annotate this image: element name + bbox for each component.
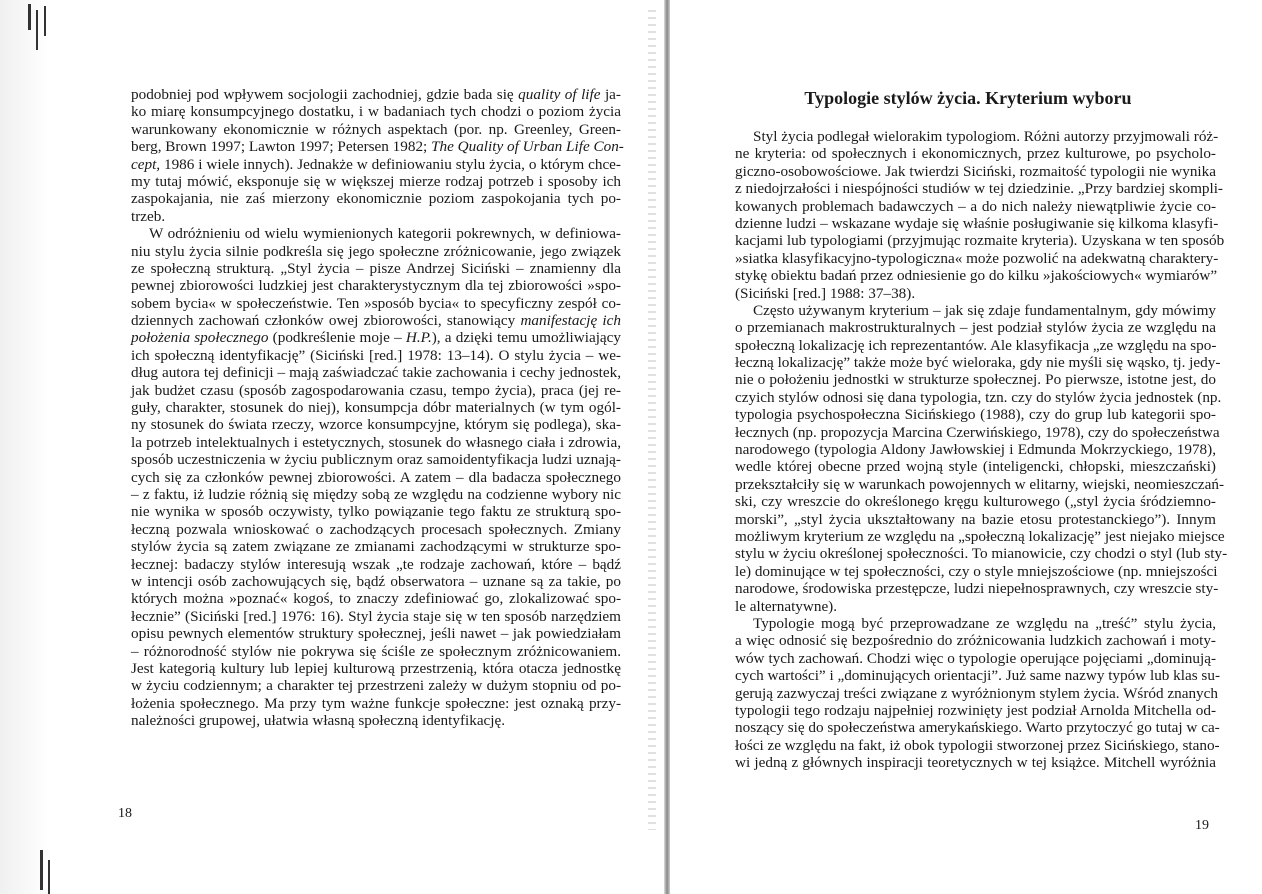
text-span: guły, charakter, stosunek do niej), konsumpcja dóbr materialnych (w tym ogól-: [131, 399, 621, 417]
text-line: [131, 86, 621, 103]
text-span: wi jedną z głównych inspiracji teoretycznych w tej książce. Mitchell wyróżnia: [735, 754, 1216, 772]
text-span: cych wartości” i „dominujących orientacji”. Już same nazwy typów lub klas su-: [735, 667, 1220, 685]
text-span: nie wynika w sposób oczywisty, tylko powiązanie tego faktu ze strukturą spo-: [131, 503, 621, 521]
text-span: ski, czy wreszcie do określonego kręgu kulturowego („styl życia śródziemno-: [735, 493, 1216, 511]
italic-text: manifestację ich: [520, 312, 621, 330]
text-line: [735, 128, 1219, 145]
text-line: [735, 702, 1216, 719]
right-page-body: [735, 128, 1228, 772]
text-line: [131, 695, 621, 712]
text-span: ), a dzięki temu umożliwiający: [431, 329, 621, 347]
text-line: [131, 382, 621, 399]
text-line: [735, 319, 1216, 336]
text-line: [735, 232, 1225, 250]
text-line: [131, 399, 621, 416]
text-span: la potrzeb intelektualnych i estetycznych, stosunek do własnego ciała i zdrowia,: [131, 433, 621, 451]
left-page-body: [131, 86, 624, 730]
text-span: przekształciły się w warunkach powojennych w elitarny, wiejski, neomieszczań-: [735, 475, 1225, 493]
text-span: łecznych (np. propozycja Marcina Czerwińskiego, 1978), czy do społeczeństwa: [735, 423, 1220, 441]
text-span: (podkreślenie moje –: [268, 329, 406, 347]
text-span: wedle której obecne przed wojną style (inteligencki, chłopski, mieszczański): [735, 458, 1216, 476]
text-span: dziennych zachowań członków owej zbiorowości, stanowiący: [131, 312, 521, 330]
text-span: morski”, „styl życia ukształtowany na bazie etosu protestanckiego”). Innym: [735, 510, 1216, 528]
text-line: [735, 685, 1216, 702]
text-line: [131, 608, 621, 625]
text-line: [735, 441, 1216, 458]
text-line: [735, 337, 1216, 354]
text-span: »siatka klasyfikacyjno-typologiczna« może pozwolić na adekwatną charaktery-: [735, 249, 1219, 267]
text-span: sobem bycia« w społeczeństwie. Ten »sposób bycia« to specyficzny zespół co-: [131, 294, 621, 312]
text-span: Typologie mogą być przeprowadzane ze względu na „treść” stylu życia,: [753, 614, 1216, 632]
text-line: [735, 145, 1216, 162]
text-line: [735, 667, 1220, 685]
page-number: 19: [1195, 818, 1209, 833]
text-span: giczno-osobowościowe. Jak twierdzi Siciński, rozmaitość typologii nie wynika: [735, 162, 1216, 180]
text-span: gerują zazwyczaj treści związane z wyróżnionym stylem życia. Wśród znanych: [735, 684, 1218, 702]
text-line: [735, 249, 1219, 267]
text-line: [735, 198, 1216, 215]
text-line: [131, 625, 621, 642]
right-page: [668, 0, 1262, 894]
text-line: [131, 486, 621, 503]
text-span: w życiu codziennym; a charakter tej przestrzeni zależy w dużym stopniu od po-: [131, 677, 621, 695]
text-line: [131, 660, 621, 677]
text-span: berg, Brown 1997; Lawton 1997; Petersen 1982;: [131, 138, 432, 156]
text-span: społeczną lokalizację ich reprezentantów. Ale klasyfikacja „ze względu na spo-: [735, 336, 1217, 354]
text-line: [131, 347, 621, 364]
text-line: [735, 493, 1216, 510]
gutter-shadow: [648, 10, 656, 830]
text-span: opisu pewnych elementów struktury społecznej, jeśli nawet – jak powiedziałam: [131, 625, 621, 643]
text-span: kowanych problemach badawczych – a do nich należy niewątpliwie życie co-: [735, 197, 1216, 215]
text-span: kacjami lub typologiami (przyjmując rozmaite kryteria). Uzyskana w ten sposób: [735, 232, 1225, 250]
text-span: pewnej zbiorowości ludzkiej jest charakterystycznym dla tej zbiorowości »spo-: [131, 277, 621, 295]
text-line: [735, 423, 1220, 441]
text-span: noszący się do społeczeństwa amerykańskiego. Warto przytoczyć go tutaj w ca-: [735, 719, 1220, 737]
text-span: trzeb.: [131, 207, 166, 225]
text-line: [131, 590, 621, 607]
text-line: [131, 573, 621, 590]
italic-text: cept,: [131, 155, 161, 173]
text-span: warunkowany ekonomicznie w różnych aspektach (por. np. Greenley, Green-: [131, 120, 621, 138]
text-line: [735, 371, 1216, 388]
section-heading: Typologie stylów życia. Kryterium wyboru: [804, 88, 1132, 108]
text-span: dzienne ludzi – wskazane wydaje się właśnie posługiwanie się kilkoma klasyfi-: [735, 214, 1219, 232]
text-line: [735, 545, 1228, 563]
scan-artifact: [44, 6, 46, 36]
text-line: [131, 103, 621, 120]
text-line: [131, 277, 621, 294]
text-span: których można »poznać« kogoś, to znaczy zdefiniować go, zlokalizować spo-: [131, 590, 621, 608]
text-line: [131, 190, 621, 207]
text-line: [735, 754, 1216, 771]
text-line: [735, 650, 1216, 667]
text-span: ny stosunek do świata rzeczy, wzorce konsumpcyjne, którym się podlega), ska-: [131, 416, 621, 434]
text-line: [131, 503, 621, 520]
text-span: Jest kategorią kultury lub lepiej kulturową przestrzenią, która otacza jednostkę: [131, 659, 621, 677]
text-span: stykę obiektu badań przez odniesienie go do kilku »jakościowych« wymiarów”: [735, 267, 1218, 285]
text-line: [131, 156, 621, 173]
text-span: podobniej pod wpływem socjologii zachodniej, gdzie bada się: [131, 86, 519, 103]
italic-text: położenia społecznego: [131, 329, 269, 347]
text-span: stylów życia są zatem związane ze zmianami zachodzącymi w strukturze spo-: [131, 538, 621, 556]
text-span: łecznie” (Siciński [red.] 1976: 16). Styl życia staje się w ten sposób narzędziem: [131, 607, 621, 625]
text-line: [131, 121, 621, 138]
text-line: [735, 458, 1216, 475]
text-line: [131, 312, 621, 329]
text-span: 1986 i wiele innych). Jednakże w definiowaniu stylu życia, o którym chce-: [160, 155, 621, 173]
scan-artifact: [48, 860, 50, 894]
text-span: ko miarę konsumpcyjnego dostatku, i w badaniach tych chodzi o poziom życia: [131, 103, 621, 121]
text-line: [735, 563, 1216, 580]
text-span: narodowego (typologia Aldony Jawłowskiej i Edmunda Mokrzyckiego, 1978),: [735, 441, 1216, 459]
text-line: [131, 521, 621, 538]
text-line: [735, 163, 1216, 180]
text-line: [131, 538, 621, 555]
text-span: – różnorodność stylów nie pokrywa się ściśle ze społecznym zróżnicowaniem.: [131, 642, 621, 660]
text-line: [131, 329, 621, 346]
text-line: [735, 598, 1216, 615]
text-span: łeczną lokalizację” także może być wieloraka, gdy nie myśli się wąsko, tj. jedy-: [735, 354, 1221, 372]
text-line: [735, 580, 1219, 598]
text-span: sposób uczestniczenia w życiu publicznym oraz samoidentyfikacja ludzi uznają-: [131, 451, 621, 469]
text-span: nie o położeniu jednostki w strukturze społecznej. Po pierwsze, istotne jest, do: [735, 371, 1216, 389]
text-span: – z faktu, iż ludzie różnią się między sobą ze względu na codzienne wybory nic: [131, 485, 621, 503]
text-line: [735, 615, 1216, 632]
text-span: łeczną pozwala wnioskować o zachodzących procesach społecznych. Zmiany: [131, 520, 621, 538]
text-span: z niedojrzałości i niespójności studiów w tej dziedzinie. „Przy bardziej skompli-: [735, 180, 1223, 198]
text-span: ich społeczną identyfikację” (Siciński [red.] 1978: 13–14). O stylu życia – we-: [131, 346, 621, 364]
text-span: ja-: [600, 86, 621, 103]
scan-artifact: [28, 4, 31, 30]
text-span: (Siciński [red.] 1988: 37–38).: [735, 284, 916, 302]
text-span: Często używanym kryterium – jak się zdaje fundamentalnym, gdy mówimy: [753, 301, 1216, 319]
text-span: a więc odnosić się bezpośrednio do zróżnicowania ludzkich zachowań i moty-: [735, 632, 1216, 650]
text-span: czyich stylów odnosi się dana typologia, tzn. czy do stylów życia jednostek (np.: [735, 388, 1222, 406]
text-span: ne kryteria: od społecznych i ekonomicznych, przez kulturowe, po psycholo-: [735, 145, 1216, 163]
scan-artifact: [40, 850, 43, 890]
text-line: [131, 643, 621, 660]
text-line: [131, 712, 621, 729]
text-span: narodowe, środowiska przestępcze, ludzi niepełnosprawnych, czy wreszcie sty-: [735, 580, 1219, 598]
text-line: [131, 138, 624, 156]
scan-artifact: [36, 10, 38, 50]
text-line: [735, 527, 1225, 545]
text-line: [131, 295, 621, 312]
text-span: należności grupowej, ułatwia własną społeczną identyfikację.: [131, 712, 506, 730]
text-span: typologia psychospołeczna Sicińskiego (1988), czy do grup lub kategorii spo-: [735, 406, 1216, 424]
text-span: Styl życia podlegał wielorakim typologiom. Różni autorzy przyjmowali róż-: [753, 128, 1219, 145]
text-line: [735, 406, 1216, 423]
text-line: [131, 469, 621, 486]
text-span: wów tych zachowań. Chodzi więc o typologie operujące pojęciami „dominują-: [735, 649, 1216, 667]
text-span: łożenia społecznego. Ma przy tym ważne funkcje społeczne: jest oznaką przy-: [131, 694, 621, 712]
text-span: zaspokajania, nie zaś mierzony ekonomicznie poziom zaspokojania tych po-: [131, 190, 621, 208]
text-span: stylu w życiu określonej społeczności. To mianowicie, czy chodzi o styl (lub sty-: [735, 545, 1228, 563]
text-span: niu stylu życia silnie podkreśla się jego społeczne zróżnicowanie, jego związek: [131, 242, 621, 260]
text-span: my tutaj mówić, eksponuje się w większej mierze rodzaj potrzeb i sposoby ich: [131, 172, 621, 190]
text-span: o przemianach makrostrukturalnych – jest podział stylów życia ze względu na: [735, 319, 1216, 337]
text-line: [735, 267, 1216, 284]
text-span: ze społeczną strukturą. „Styl życia – pisze Andrzej Siciński – znamienny dla: [131, 259, 621, 277]
text-span: le) dominujące w tej społeczności, czy o style mniejszościowe (np. mniejszości: [735, 562, 1218, 580]
text-line: [735, 285, 1216, 302]
text-line: [131, 364, 621, 381]
text-line: [735, 354, 1221, 372]
scan-edge-shadow: [0, 0, 70, 894]
text-line: [735, 180, 1223, 198]
text-line: [131, 556, 621, 573]
text-line: [131, 677, 621, 694]
italic-text: The Quality of Urban Life Con-: [431, 138, 624, 156]
text-line: [131, 260, 621, 277]
text-line: [735, 475, 1225, 493]
text-span: le alternatywne).: [735, 597, 838, 615]
text-line: [735, 511, 1216, 528]
text-line: [735, 719, 1220, 737]
text-span: W odróżnieniu od wielu wymienionych kategorii pokrewnych, w definiowa-: [149, 225, 621, 243]
italic-text: quality of life: [518, 86, 601, 103]
text-span: dług autora tej definicji – mają zaświadczać takie zachowania i cechy jednostek,: [131, 364, 621, 382]
text-line: [131, 208, 621, 225]
text-line: [735, 302, 1216, 319]
page-number: 18: [118, 806, 132, 821]
text-span: w intencji osób zachowujących się, bądź obserwatora – uznane są za takie, po: [131, 572, 621, 590]
text-line: [131, 416, 621, 433]
text-span: łości ze względu na fakt, iż obok typologii stworzonej przez Sicińskiego, stano-: [735, 736, 1220, 754]
text-line: [131, 434, 621, 451]
text-line: [131, 173, 621, 190]
text-line: [735, 736, 1220, 754]
text-line: [735, 214, 1219, 232]
text-line: [131, 225, 621, 242]
text-span: jak budżet czasu (sposób zagospodarowania czasu, tempo życia), praca (jej re-: [131, 381, 621, 399]
italic-text: H.P.: [405, 329, 432, 347]
text-span: typologii tego rodzaju najpełniej rozwinięty jest podział Arnolda Mitchella od-: [735, 701, 1216, 719]
text-line: [735, 632, 1216, 649]
text-line: [131, 243, 621, 260]
text-span: łecznej: badaczy stylów interesują wszak „te rodzaje zachowań, które – bądź: [131, 555, 621, 573]
text-span: cych się za członków pewnej zbiorowości. A zatem – dla badacza społecznego: [131, 468, 621, 486]
text-line: [735, 388, 1222, 406]
text-line: [131, 451, 621, 468]
text-span: możliwym kryterium ze względu na „społeczną lokalizację” jest niejako miejsce: [735, 527, 1225, 545]
